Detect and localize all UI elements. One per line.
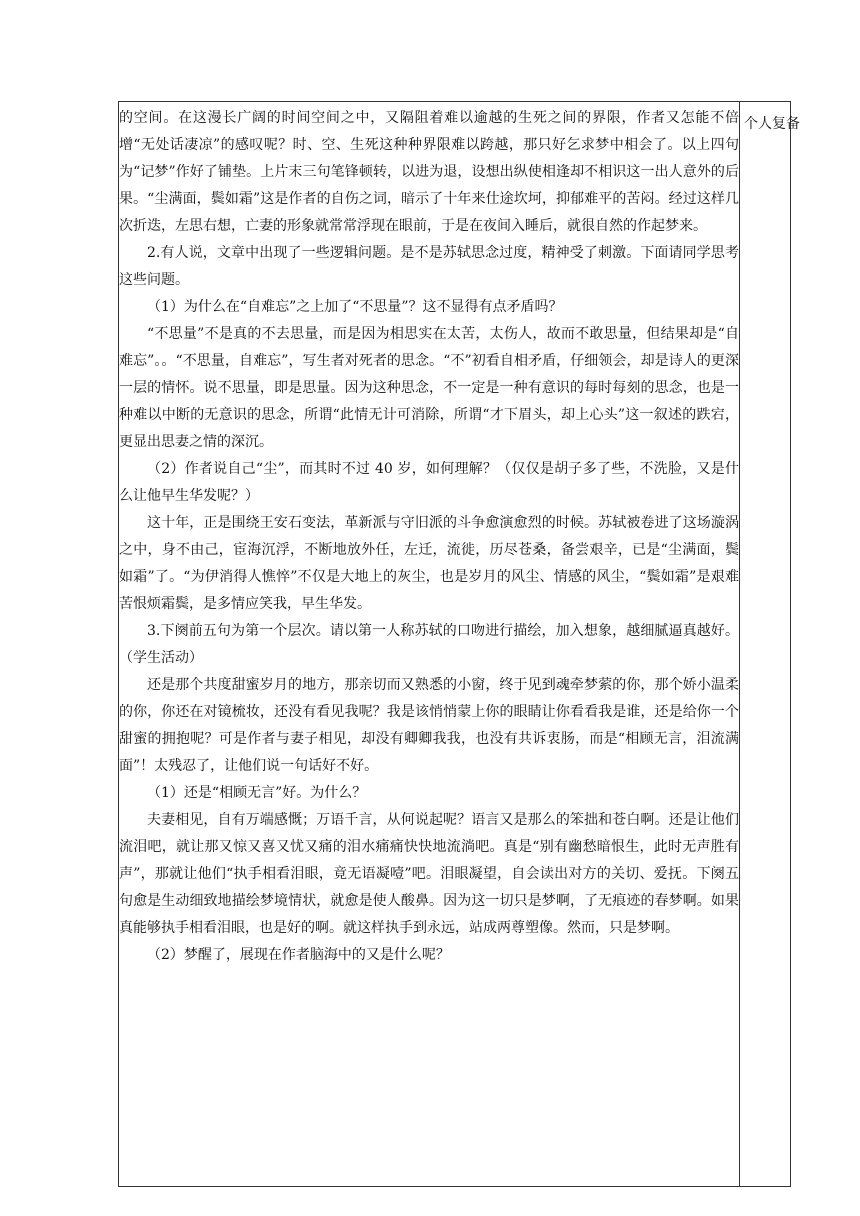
answer-paragraph-2: 这十年，正是围绕王安石变法，革新派与守旧派的斗争愈演愈烈的时候。苏轼被卷进了这场漩涡之中，身不由己，宦海沉浮，不断地放外任，左迁，流徙，历尽苍桑，备尝艰辛，已是“尘满面，鬓如霜”了。“为伊消得人憔悴”不仅是大地上的灰尘，也是岁月的风尘、情感的风尘，“鬓如霜”是艰难苦恨烦霜鬓，是多情应笑我，早生华发。 <box>119 515 739 612</box>
sub-question-3: （1）还是“相顾无言”好。为什么？ <box>147 785 367 801</box>
main-content-cell <box>119 102 740 1187</box>
sub-question-1: （1）为什么在“自难忘”之上加了“不思量”？这不显得有点矛盾吗？ <box>147 299 563 315</box>
sub-question-2: （2）作者说自己“尘”，而其时不过 40 岁，如何理解？（仅仅是胡子多了些，不洗脸，又是什么让他早生华发呢？） <box>119 461 739 504</box>
answer-paragraph-3: 夫妻相见，自有万端感慨；万语千言，从何说起呢？语言又是那么的笨拙和苍白啊。还是让他们流泪吧，就让那又惊又喜又忧又痛的泪水痛痛快快地流淌吧。真是“别有幽愁暗恨生，此时无声胜有声”，那就让他们“执手相看泪眼，竟无语凝噎”吧。泪眼凝望，自会读出对方的关切、爱抚。下阕五句愈是生动细致地描绘梦境情状，就愈是使人酸鼻。因为这一切只是梦啊，了无痕迹的春梦啊。如果真能够执手相看泪眼，也是好的啊。就这样执手到永远，站成两尊塑像。然而，只是梦啊。 <box>119 812 739 936</box>
personal-prep-label: 个人复备 <box>744 116 800 132</box>
question-3-prompt: 3.下阕前五句为第一个层次。请以第一人称苏轼的口吻进行描绘，加入想象，越细腻逼真越好。（学生活动） <box>119 623 739 666</box>
lesson-plan-table <box>118 101 800 1187</box>
paragraph-1: 的空间。在这漫长广阔的时间空间之中，又隔阻着难以逾越的生死之间的界限，作者又怎能不倍增“无处话凄凉”的感叹呢？时、空、生死这种种界限难以跨越，那只好乞求梦中相会了。以上四句为“记梦”作好了铺垫。上片末三句笔锋顿转，以进为退，设想出纵使相逢却不相识这一出人意外的后果。“尘满面，鬓如霜”这是作者的自伤之词，暗示了十年来仕途坎坷，抑郁难平的苦闷。经过这样几次折迭，左思右想，亡妻的形象就常常浮现在眼前，于是在夜间入睡后，就很自然的作起梦来。 <box>119 110 739 234</box>
question-2-prompt: 2.有人说，文章中出现了一些逻辑问题。是不是苏轼思念过度，精神受了刺激。下面请同学思考这些问题。 <box>119 245 739 288</box>
answer-paragraph-1: “不思量”不是真的不去思量，而是因为相思实在太苦，太伤人，故而不敢思量，但结果却是“自难忘”。。“不思量，自难忘”，写生者对死者的思念。“不”初看自相矛盾，仔细领会，却是诗人的更深一层的情怀。说不思量，即是思量。因为这种思念，不一定是一种有意识的每时每刻的思念，也是一种难以中断的无意识的思念，所谓“此情无计可消除，所谓“才下眉头，却上心头”这一叙述的跌宕，更显出思妻之情的深沉。 <box>119 326 739 450</box>
student-activity-paragraph: 还是那个共度甜蜜岁月的地方，那亲切而又熟悉的小窗，终于见到魂牵梦萦的你，那个娇小温柔的你，你还在对镜梳妆，还没有看见我呢？我是该悄悄蒙上你的眼睛让你看看我是谁，还是给你一个甜蜜的拥抱呢？可是作者与妻子相见，却没有卿卿我我，也没有共诉衷肠，而是“相顾无言，泪流满面”！太残忍了，让他们说一句话好不好。 <box>119 677 739 774</box>
personal-prep-cell <box>740 102 800 1187</box>
sub-question-4: （2）梦醒了，展现在作者脑海中的又是什么呢？ <box>147 947 450 963</box>
